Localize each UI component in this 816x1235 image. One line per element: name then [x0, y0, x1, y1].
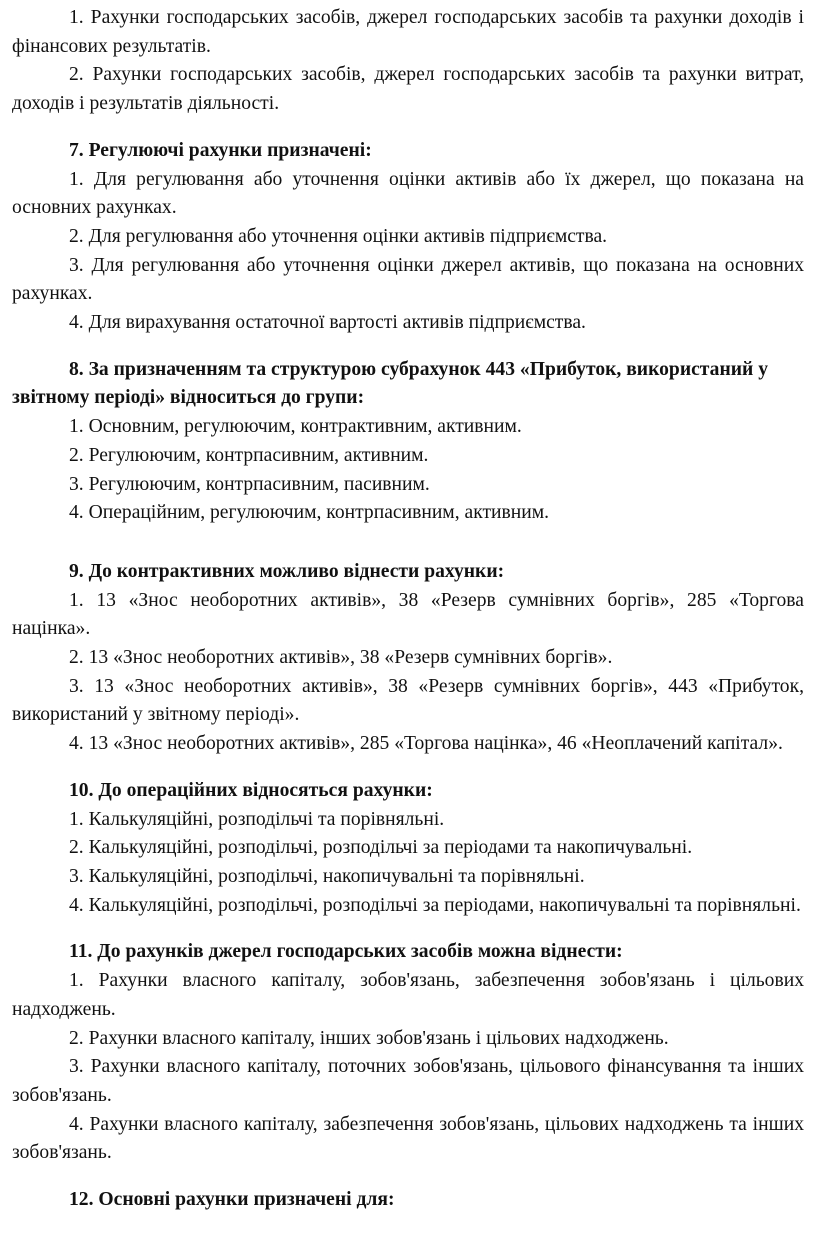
question-8	[12, 338, 804, 528]
question-9-option-1: 1. 13 «Знос необоротних активів», 38 «Резерв сумнівних боргів», 285 «Торгова націнка».	[12, 589, 804, 640]
question-9-option-2: 2. 13 «Знос необоротних активів», 38 «Резерв сумнівних боргів».	[69, 647, 613, 669]
question-7	[12, 119, 804, 338]
question-9-title: 9. До контрактивних можливо віднести рахунки:	[69, 560, 505, 582]
question-11-option-4: 4. Рахунки власного капіталу, забезпечення зобов'язань, цільових надходжень та інших зобов'язань.	[12, 1113, 804, 1164]
option-top-1: 1. Рахунки господарських засобів, джерел господарських засобів та рахунки доходів і фінансових результатів.	[12, 7, 804, 57]
question-9-option-4: 4. 13 «Знос необоротних активів», 285 «Торгова націнка», 46 «Неоплачений капітал».	[69, 733, 783, 755]
question-11-option-1: 1. Рахунки власного капіталу, зобов'язань, забезпечення зобов'язань і цільових надходжень.	[12, 970, 804, 1020]
question-10	[12, 759, 804, 921]
question-8-option-2: 2. Регулюючим, контрпасивним, активним.	[69, 444, 429, 466]
question-10-option-2: 2. Калькуляційні, розподільчі, розподільчі за періодами та накопичувальні.	[69, 837, 693, 859]
question-11	[12, 920, 804, 1168]
question-8-option-4: 4. Операційним, регулюючим, контрпасивним, активним.	[69, 502, 550, 524]
question-9	[12, 528, 804, 759]
question-8-title: 8. За призначенням та структурою субрахунок 443 «Прибуток, використаний у звітному періоді» відноситься до групи:	[12, 358, 769, 409]
question-8-option-3: 3. Регулюючим, контрпасивним, пасивним.	[69, 473, 430, 495]
question-7-option-1: 1. Для регулювання або уточнення оцінки активів або їх джерел, що показана на основних рахунках.	[12, 168, 804, 219]
question-12	[12, 1168, 804, 1215]
question-7-option-3: 3. Для регулювання або уточнення оцінки джерел активів, що показана на основних рахунках.	[12, 254, 804, 305]
question-11-option-3: 3. Рахунки власного капіталу, поточних зобов'язань, цільового фінансування та інших зобов'язань.	[12, 1056, 804, 1106]
question-10-option-1: 1. Калькуляційні, розподільчі та порівняльні.	[69, 808, 445, 830]
question-11-option-2: 2. Рахунки власного капіталу, інших зобов'язань і цільових надходжень.	[69, 1027, 669, 1049]
question-10-option-3: 3. Калькуляційні, розподільчі, накопичувальні та порівняльні.	[69, 865, 585, 887]
question-10-title: 10. До операційних відносяться рахунки:	[69, 779, 433, 801]
question-10-option-4: 4. Калькуляційні, розподільчі, розподільчі за періодами, накопичувальні та порівняльні.	[69, 894, 801, 916]
question-12-title: 12. Основні рахунки призначені для:	[69, 1189, 395, 1211]
question-11-title: 11. До рахунків джерел господарських засобів можна віднести:	[69, 941, 623, 963]
question-7-option-2: 2. Для регулювання або уточнення оцінки активів підприємства.	[69, 225, 608, 247]
question-7-title: 7. Регулюючі рахунки призначені:	[69, 139, 372, 161]
option-top-2: 2. Рахунки господарських засобів, джерел господарських засобів та рахунки витрат, доходів і результатів діяльності.	[12, 64, 804, 115]
question-8-option-1: 1. Основним, регулюючим, контрактивним, активним.	[69, 416, 522, 438]
question-7-option-4: 4. Для вирахування остаточної вартості активів підприємства.	[69, 312, 586, 334]
question-9-option-3: 3. 13 «Знос необоротних активів», 38 «Резерв сумнівних боргів», 443 «Прибуток, використаний у звітному періоді».	[12, 675, 804, 726]
